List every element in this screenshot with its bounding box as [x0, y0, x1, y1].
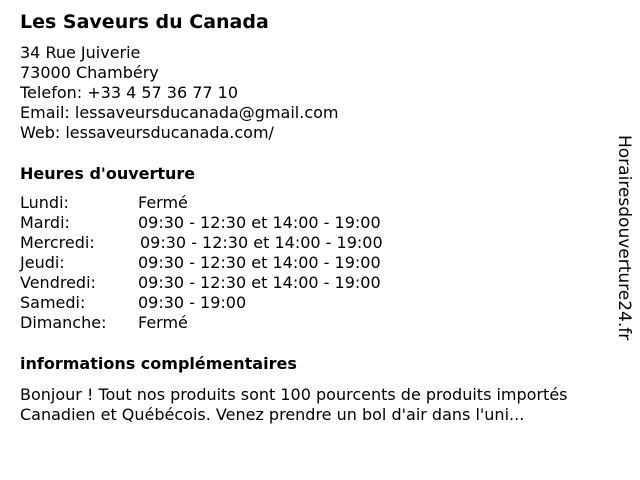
day-label: Lundi: [20, 193, 69, 212]
day-label: Vendredi: [20, 273, 96, 292]
day-hours: Fermé [138, 193, 188, 212]
phone-number[interactable]: Telefon: +33 4 57 36 77 10 [20, 83, 239, 102]
day-hours: Fermé [138, 313, 188, 332]
info-line: Bonjour ! Tout nos produits sont 100 pourcents de produits importés [20, 385, 568, 404]
day-hours: 09:30 - 12:30 et 14:00 - 19:00 [138, 273, 381, 292]
day-hours: 09:30 - 12:30 et 14:00 - 19:00 [140, 233, 383, 252]
additional-info-text [20, 385, 630, 425]
opening-hours-heading: Heures d'ouverture [20, 164, 196, 183]
info-line: Canadien et Québécois. Venez prendre un bol d'air dans l'uni... [20, 405, 525, 424]
email-address[interactable]: Email: lessaveursducanada@gmail.com [20, 103, 339, 122]
day-label: Mardi: [20, 213, 70, 232]
business-name: Les Saveurs du Canada [20, 11, 269, 33]
day-label: Dimanche: [20, 313, 107, 332]
day-label: Mercredi: [20, 233, 95, 252]
day-hours: 09:30 - 12:30 et 14:00 - 19:00 [138, 253, 381, 272]
day-hours: 09:30 - 12:30 et 14:00 - 19:00 [138, 213, 381, 232]
website-link[interactable]: Web: lessaveursducanada.com/ [20, 123, 274, 142]
city-postcode: 73000 Chambéry [20, 63, 159, 82]
day-label: Jeudi: [20, 253, 65, 272]
day-hours: 09:30 - 19:00 [138, 293, 247, 312]
day-label: Samedi: [20, 293, 86, 312]
additional-info-heading: informations complémentaires [20, 354, 297, 373]
address-block [20, 43, 339, 143]
street-address: 34 Rue Juiverie [20, 43, 141, 62]
site-watermark: Horairesdouverture24.fr [614, 135, 634, 341]
